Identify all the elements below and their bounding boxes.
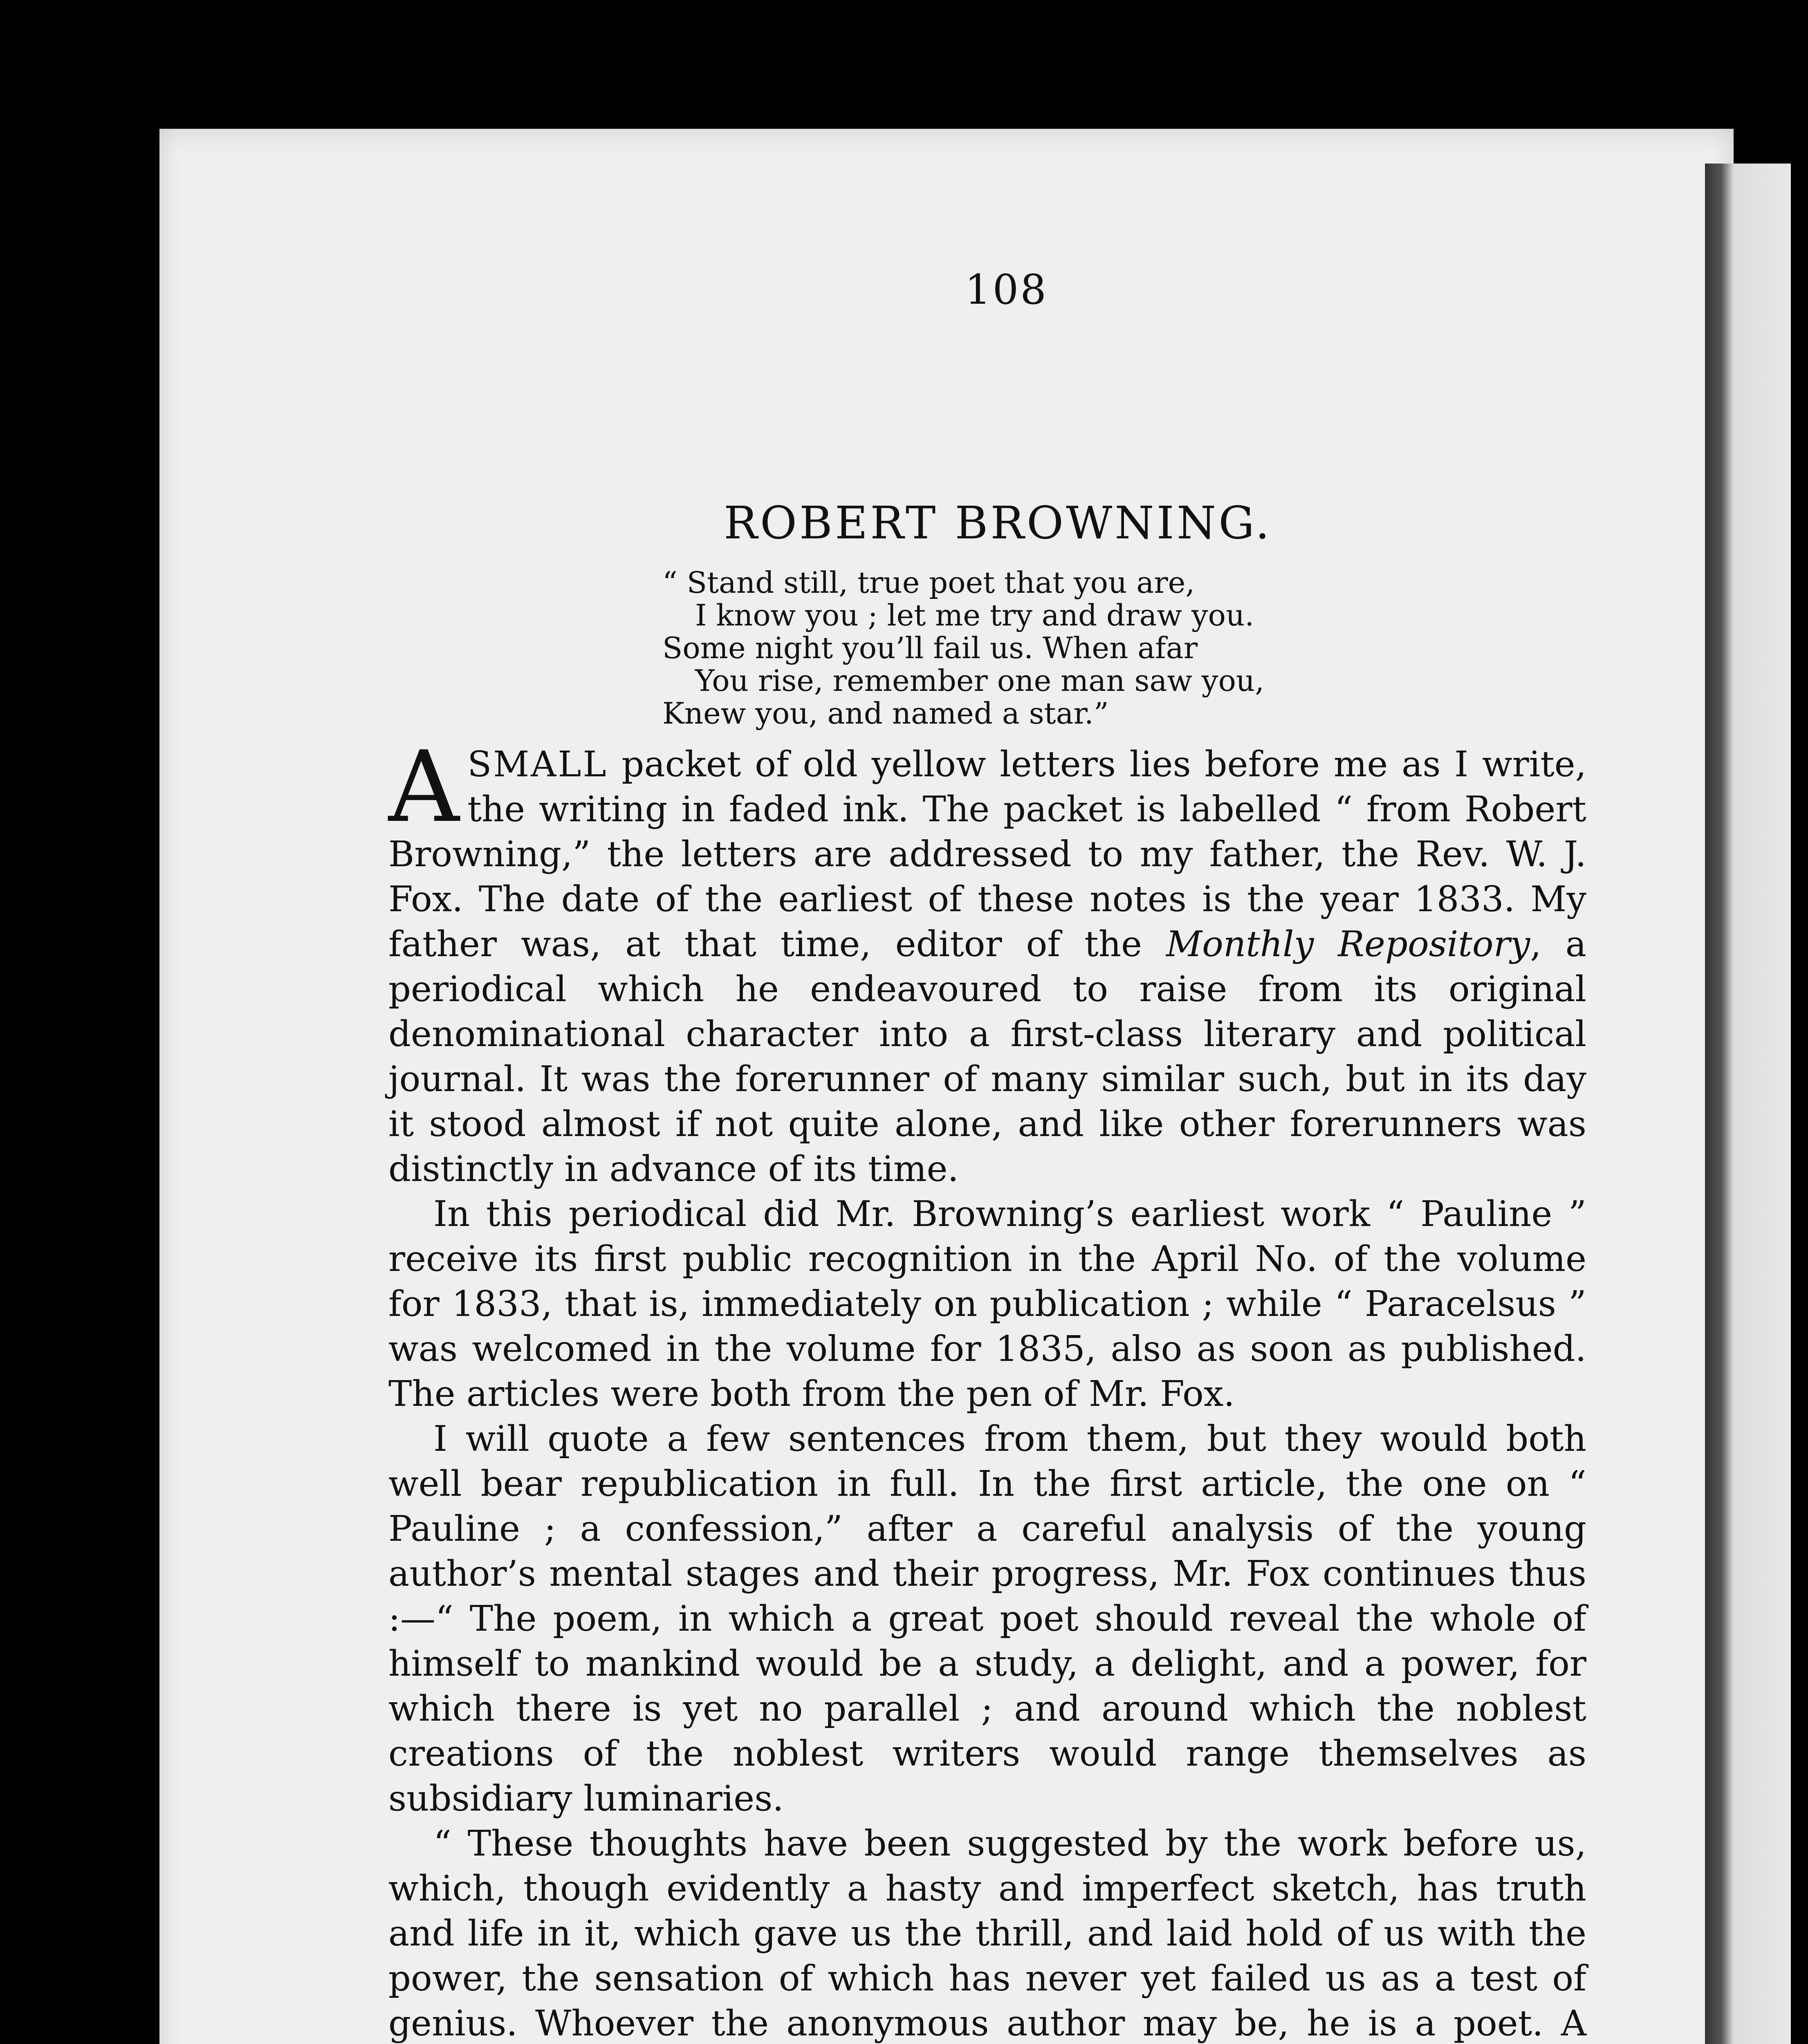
drop-cap: A	[388, 730, 460, 844]
epigraph	[662, 566, 1264, 730]
body-text	[388, 730, 1586, 2044]
epigraph-line: You rise, remember one man saw you,	[695, 663, 1265, 698]
paragraph-1-end: , a periodical which he endeavoured to raise from its original denominational character into a first-class literary and political journal. It was the forerunner of many similar such, but in its day it stood almost if not quite alone, and like other forerunners was distinctly in advance of its time.	[388, 924, 1586, 1190]
paragraph-1	[388, 730, 1586, 1192]
epigraph-line: Knew you, and named a star.”	[662, 696, 1109, 731]
journal-title: Monthly Repository	[1166, 924, 1530, 965]
page-number: 108	[965, 266, 1048, 314]
epigraph-line: “ Stand still, true poet that you are,	[662, 565, 1195, 600]
epigraph-line: I know you ; let me try and draw you.	[695, 598, 1254, 632]
paragraph-2: In this periodical did Mr. Browning’s earliest work “ Pauline ” receive its first public recognition in the April No. of the volume for 1833, that is, immediately on publication ; while “ Paracelsus ” was welcomed in the volume for 1835, also as soon as published. The articles were both from the pen of Mr. Fox.	[388, 1194, 1586, 1414]
first-word: SMALL	[467, 744, 608, 785]
chapter-title: ROBERT BROWNING.	[724, 497, 1272, 549]
paragraph-4: “ These thoughts have been suggested by the work before us, which, though evidently a hasty and imperfect sketch, has truth and life in it, which gave us the thrill, and laid hold of us with the power, the sensation of which has never yet failed us as a test of genius. Whoever the anonymous author may be, he is a poet. A	[388, 1823, 1586, 2044]
epigraph-line: Some night you’ll fail us. When afar	[662, 631, 1198, 665]
page-edge	[1705, 164, 1791, 2044]
paragraph-1-text: packet of old yellow letters lies before me as I write, the writing in faded ink. The packet is labelled “ from Robert Browning,” the letters are addressed to my father, the Rev. W. J. Fox. The date of the earliest of these notes is the year 1833. My father was, at that time, editor of the	[388, 744, 1586, 965]
paragraph-3: I will quote a few sentences from them, but they would both well bear republication in full. In the first article, the one on “ Pauline ; a confession,” after a careful analysis of the young author’s mental stages and their progress, Mr. Fox continues thus :—“ The poem, in which a great poet should reveal the whole of himself to mankind would be a study, a delight, and a power, for which there is yet no parallel ; and around which the noblest creations of the noblest writers would range themselves as subsidiary luminaries.	[388, 1419, 1586, 1819]
